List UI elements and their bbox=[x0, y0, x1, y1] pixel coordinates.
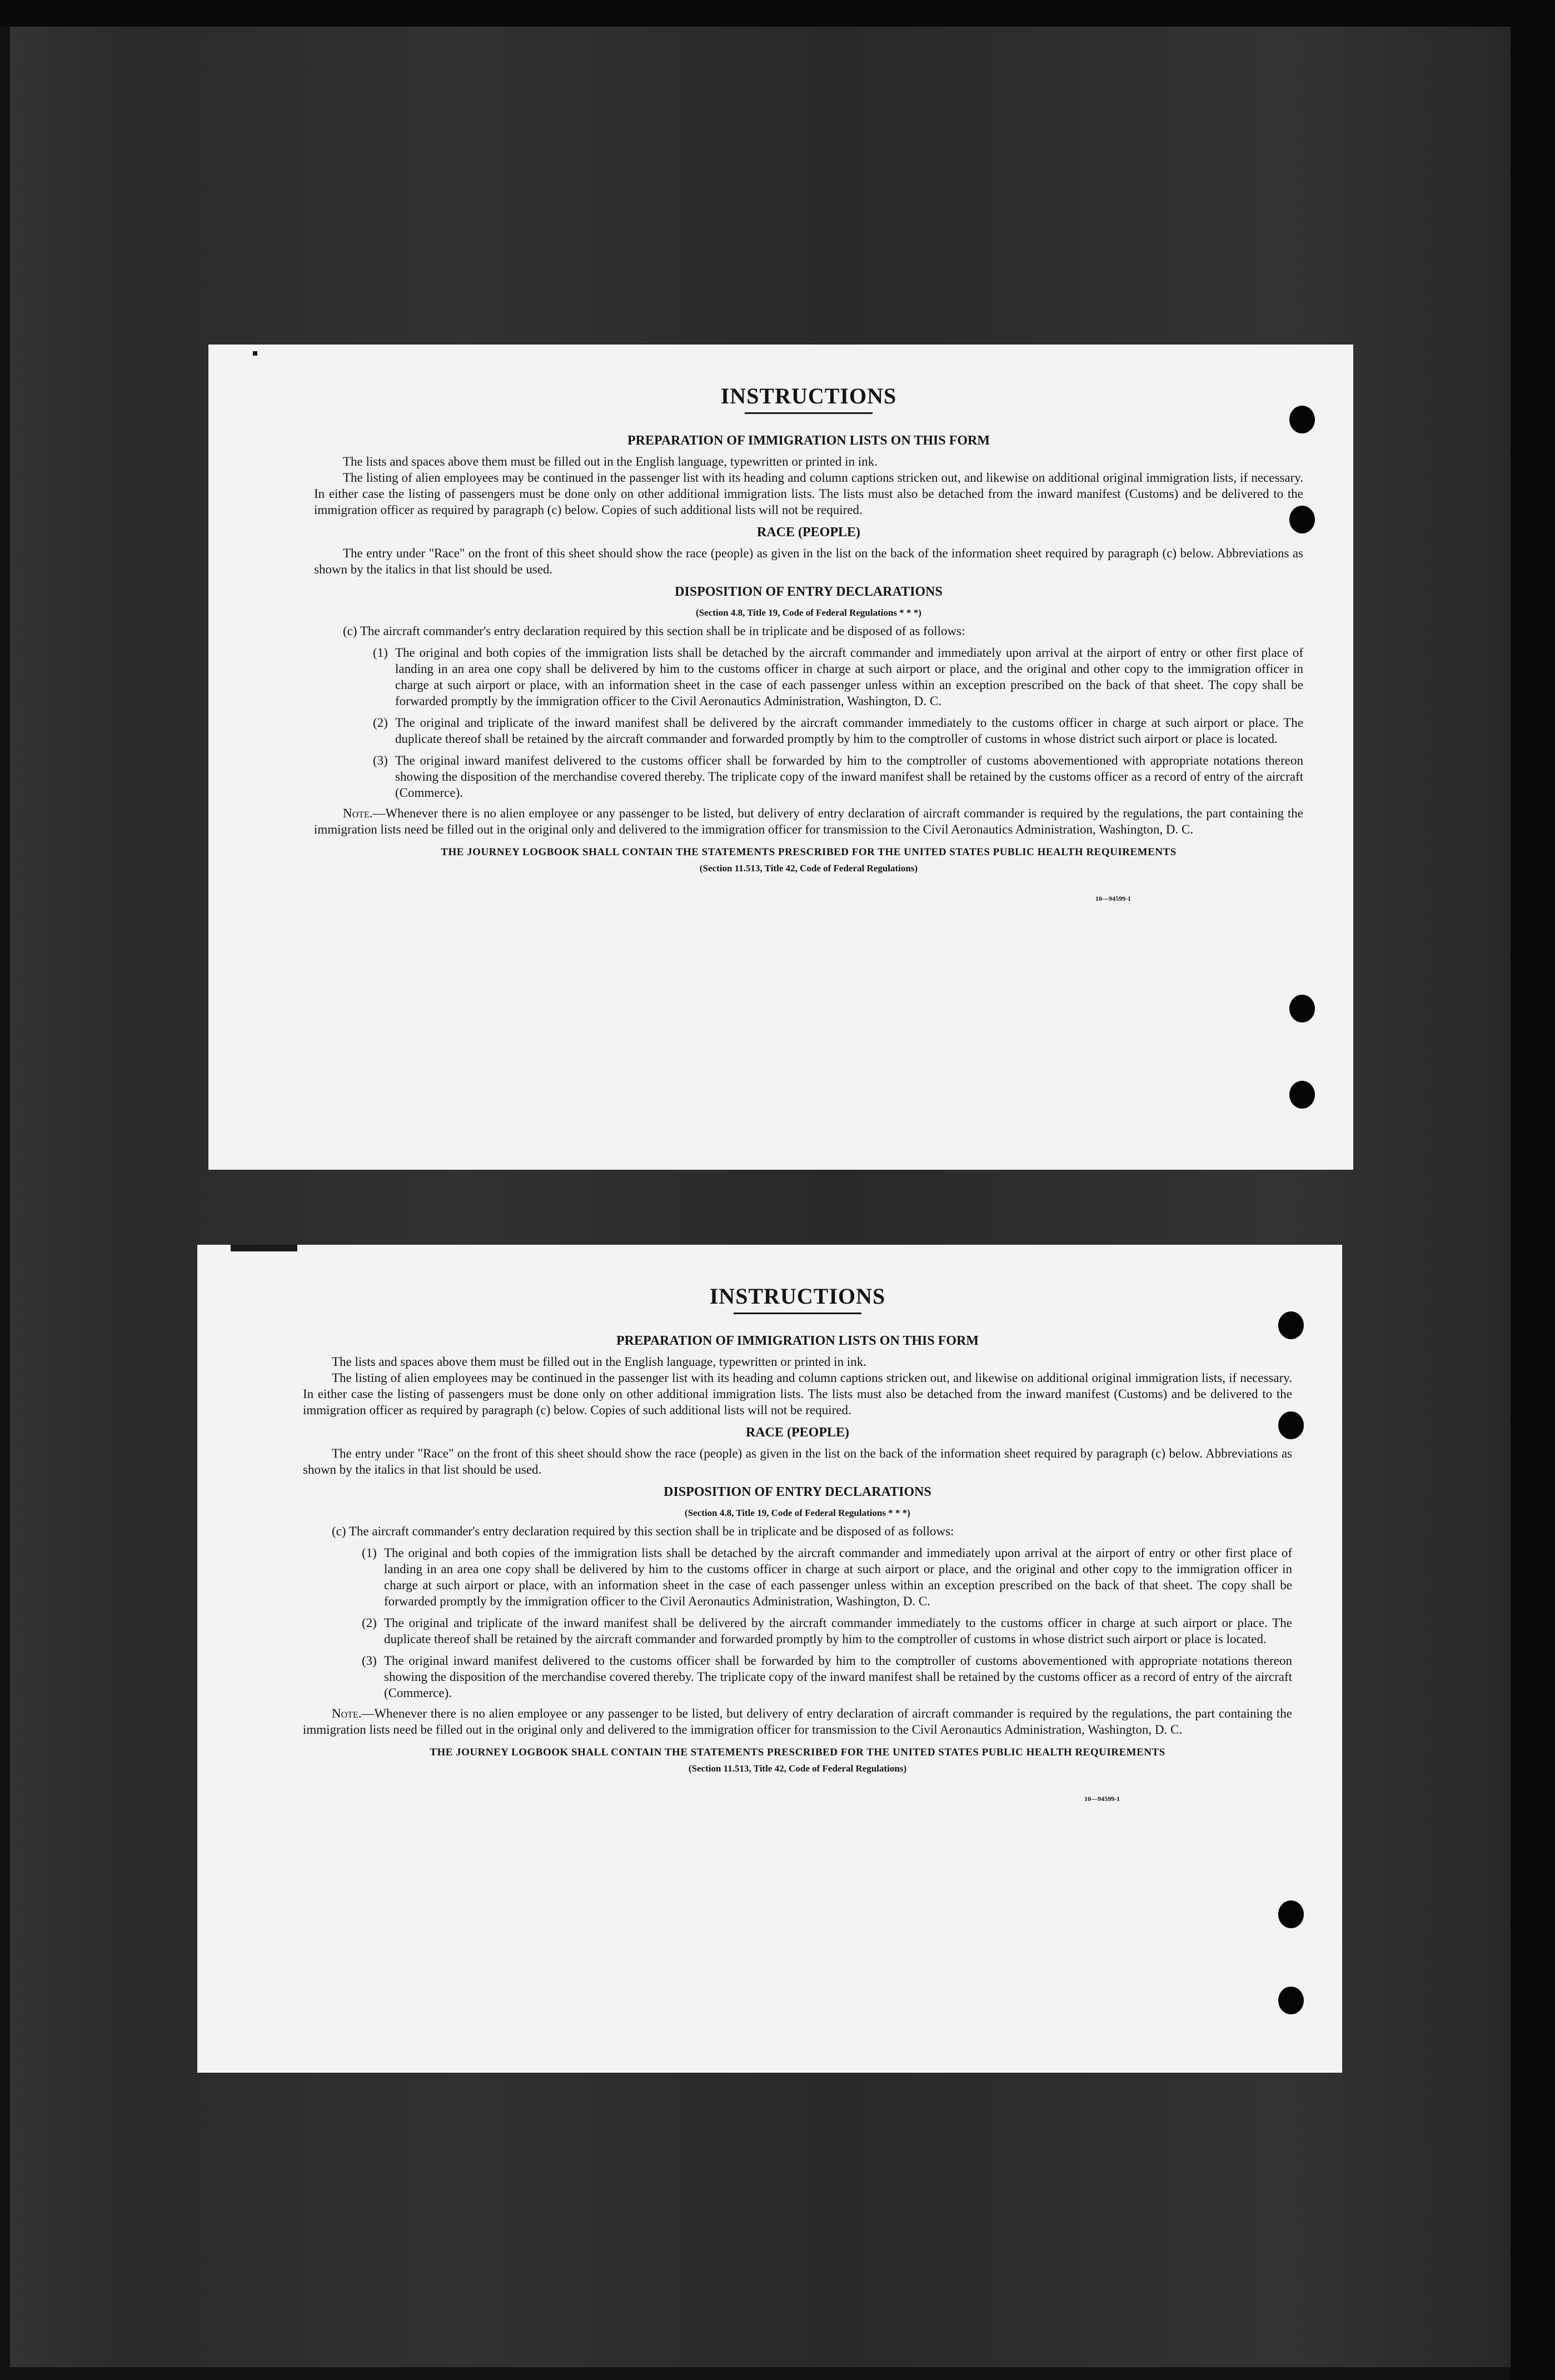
note-paragraph bbox=[314, 805, 1303, 837]
instruction-card-bottom bbox=[197, 1245, 1342, 2073]
note-label: Note. bbox=[332, 1707, 362, 1720]
logbook-requirement: THE JOURNEY LOGBOOK SHALL CONTAIN THE STATEMENTS PRESCRIBED FOR THE UNITED STATES PUBLIC HEALTH REQUIREMENTS bbox=[430, 1747, 1165, 1758]
preparation-paragraph-1: The lists and spaces above them must be filled out in the English language, typewritten or printed in ink. bbox=[332, 1355, 866, 1369]
form-number: 10—94599-1 bbox=[1095, 895, 1131, 902]
form-number: 10—94599-1 bbox=[1084, 1795, 1120, 1803]
list-item bbox=[303, 1545, 1292, 1609]
note-text: —Whenever there is no alien employee or any passenger to be listed, but delivery of entry declaration of aircraft commander is required by the regulations, the part containing the immigration lists need be filled out in the original only and delivered to the immigration officer for transmission to the Civil Aeronautics Administration, Washington, D. C. bbox=[303, 1707, 1292, 1737]
list-item bbox=[314, 752, 1303, 801]
logbook-citation: (Section 11.513, Title 42, Code of Federal Regulations) bbox=[699, 863, 918, 874]
race-heading: RACE (PEOPLE) bbox=[746, 1425, 849, 1440]
preparation-paragraph-2: The listing of alien employees may be continued in the passenger list with its heading and column captions stricken out, and likewise on additional original immigration lists, if necessary. In either case the listing of passengers must be done only on other additional immigration lists. The lists must also be detached from the inward manifest (Customs) and be delivered to the immigration officer as required by paragraph (c) below. Copies of such additional lists will not be required. bbox=[303, 1371, 1292, 1417]
logbook-requirement: THE JOURNEY LOGBOOK SHALL CONTAIN THE STATEMENTS PRESCRIBED FOR THE UNITED STATES PUBLIC HEALTH REQUIREMENTS bbox=[441, 846, 1177, 858]
title-rule bbox=[745, 412, 873, 414]
item-number: (3) bbox=[362, 1654, 377, 1668]
card-content bbox=[314, 383, 1303, 907]
list-item bbox=[303, 1615, 1292, 1647]
item-text: The original inward manifest delivered to the customs officer shall be forwarded by him to the comptroller of customs abovementioned with appropriate notations thereon showing the disposition of the merchandise covered thereby. The triplicate copy of the inward manifest shall be retained by the customs officer as a record of entry of the aircraft (Commerce). bbox=[384, 1654, 1292, 1700]
item-number: (2) bbox=[373, 716, 388, 730]
item-number: (1) bbox=[373, 646, 388, 660]
preparation-paragraph-2: The listing of alien employees may be continued in the passenger list with its heading and column captions stricken out, and likewise on additional original immigration lists, if necessary. In either case the listing of passengers must be done only on other additional immigration lists. The lists must also be detached from the inward manifest (Customs) and be delivered to the immigration officer as required by paragraph (c) below. Copies of such additional lists will not be required. bbox=[314, 471, 1303, 517]
logbook-citation: (Section 11.513, Title 42, Code of Federal Regulations) bbox=[688, 1763, 907, 1774]
card-content bbox=[303, 1284, 1292, 1807]
disposition-heading: DISPOSITION OF ENTRY DECLARATIONS bbox=[664, 1485, 931, 1499]
instruction-card-top bbox=[208, 345, 1353, 1170]
item-text: The original and triplicate of the inward manifest shall be delivered by the aircraft commander immediately to the customs officer in charge at such airport or place. The duplicate thereof shall be retained by the aircraft commander and forwarded promptly by him to the comptroller of customs in whose district such airport or place is located. bbox=[384, 1616, 1292, 1646]
list-item bbox=[303, 1653, 1292, 1701]
item-number: (2) bbox=[362, 1616, 377, 1630]
note-text: —Whenever there is no alien employee or any passenger to be listed, but delivery of entry declaration of aircraft commander is required by the regulations, the part containing the immigration lists need be filled out in the original only and delivered to the immigration officer for transmission to the Civil Aeronautics Administration, Washington, D. C. bbox=[314, 806, 1303, 836]
item-text: The original and both copies of the immigration lists shall be detached by the aircraft commander and immediately upon arrival at the airport of entry or other first place of landing in an area one copy shall be delivered by him to the customs officer in charge at such airport or place, and the original and other copy to the immigration officer in charge at such airport or place, with an information sheet in the case of each passenger unless within an exception prescribed on the back of that sheet. The copy shall be forwarded promptly by the immigration officer to the Civil Aeronautics Administration, Washington, D. C. bbox=[384, 1546, 1292, 1608]
race-paragraph: The entry under "Race" on the front of this sheet should show the race (people) as given in the list on the back of the information sheet required by paragraph (c) below. Abbreviations as shown by the italics in that list should be used. bbox=[303, 1446, 1292, 1476]
disposition-heading: DISPOSITION OF ENTRY DECLARATIONS bbox=[675, 585, 943, 599]
card-title: INSTRUCTIONS bbox=[709, 1284, 886, 1309]
item-text: The original inward manifest delivered to the customs officer shall be forwarded by him to the comptroller of customs abovementioned with appropriate notations thereon showing the disposition of the merchandise covered thereby. The triplicate copy of the inward manifest shall be retained by the customs officer as a record of entry of the aircraft (Commerce). bbox=[395, 754, 1303, 800]
film-right-edge bbox=[1511, 22, 1555, 2380]
race-paragraph: The entry under "Race" on the front of this sheet should show the race (people) as given in the list on the back of the information sheet required by paragraph (c) below. Abbreviations as shown by the italics in that list should be used. bbox=[314, 546, 1303, 576]
list-item bbox=[314, 645, 1303, 709]
film-speck bbox=[253, 351, 257, 356]
item-number: (3) bbox=[373, 754, 388, 767]
title-rule bbox=[734, 1313, 861, 1314]
item-number: (1) bbox=[362, 1546, 377, 1560]
disposition-citation: (Section 4.8, Title 19, Code of Federal Regulations * * *) bbox=[685, 1508, 910, 1518]
item-text: The original and triplicate of the inward manifest shall be delivered by the aircraft commander immediately to the customs officer in charge at such airport or place. The duplicate thereof shall be retained by the aircraft commander and forwarded promptly by him to the comptroller of customs in whose district such airport or place is located. bbox=[395, 716, 1303, 746]
disposition-paragraph: (c) The aircraft commander's entry declaration required by this section shall be in triplicate and be disposed of as follows: bbox=[343, 624, 965, 638]
disposition-citation: (Section 4.8, Title 19, Code of Federal Regulations * * *) bbox=[696, 607, 921, 618]
punch-hole bbox=[1289, 995, 1315, 1022]
note-paragraph bbox=[303, 1705, 1292, 1738]
preparation-paragraph-1: The lists and spaces above them must be filled out in the English language, typewritten or printed in ink. bbox=[343, 455, 878, 468]
list-item bbox=[314, 715, 1303, 747]
punch-hole bbox=[1278, 1987, 1304, 2014]
note-label: Note. bbox=[343, 806, 373, 820]
card-title: INSTRUCTIONS bbox=[720, 383, 897, 408]
punch-hole bbox=[1289, 1081, 1315, 1109]
item-text: The original and both copies of the immigration lists shall be detached by the aircraft commander and immediately upon arrival at the airport of entry or other first place of landing in an area one copy shall be delivered by him to the customs officer in charge at such airport or place, and the original and other copy to the immigration officer in charge at such airport or place, with an information sheet in the case of each passenger unless within an exception prescribed on the back of that sheet. The copy shall be forwarded promptly by the immigration officer to the Civil Aeronautics Administration, Washington, D. C. bbox=[395, 646, 1303, 708]
punch-hole bbox=[1278, 1900, 1304, 1928]
film-top-edge bbox=[0, 0, 1555, 27]
preparation-heading: PREPARATION OF IMMIGRATION LISTS ON THIS FORM bbox=[627, 433, 990, 448]
preparation-heading: PREPARATION OF IMMIGRATION LISTS ON THIS FORM bbox=[616, 1334, 979, 1348]
disposition-paragraph: (c) The aircraft commander's entry declaration required by this section shall be in triplicate and be disposed of as follows: bbox=[332, 1524, 954, 1538]
film-speck bbox=[231, 1245, 297, 1251]
race-heading: RACE (PEOPLE) bbox=[757, 525, 860, 540]
